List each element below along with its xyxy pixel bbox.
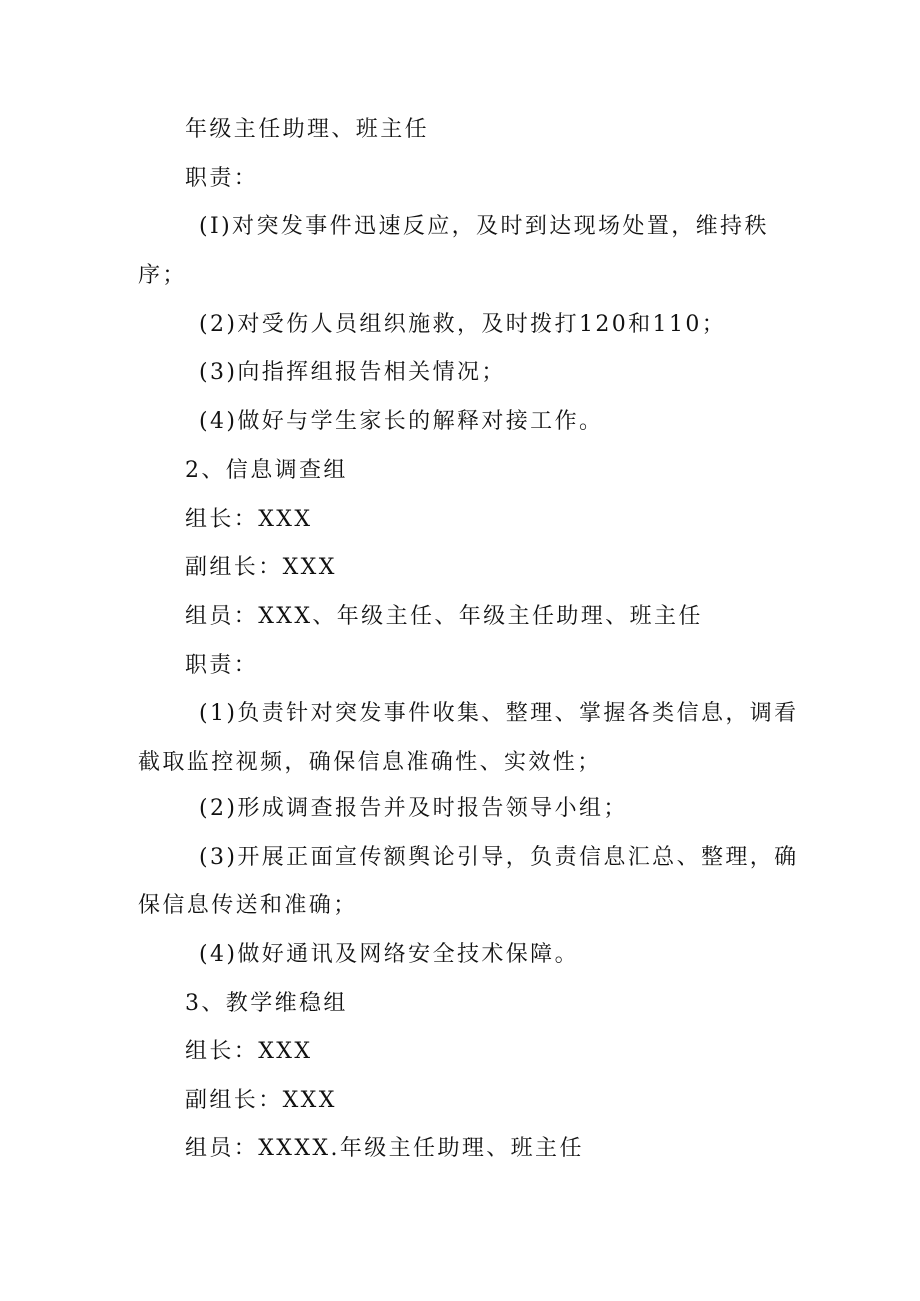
- text-line: (4)做好与学生家长的解释对接工作。: [199, 409, 604, 434]
- text-line: 组长：XXX: [185, 507, 313, 532]
- text-line: (4)做好通讯及网络安全技术保障。: [199, 942, 579, 967]
- text-line: (2)对受伤人员组织施救，及时拨打120和110；: [199, 312, 727, 337]
- text-line: (1)负责针对突发事件收集、整理、掌握各类信息，调看: [199, 701, 799, 726]
- text-line: 副组长：XXX: [185, 555, 337, 580]
- text-line: (3)开展正面宣传额舆论引导，负责信息汇总、整理，确: [199, 845, 799, 870]
- text-line: 保信息传送和准确；: [138, 893, 358, 918]
- text-line: 组员：XXXX.年级主任助理、班主任: [185, 1136, 584, 1161]
- text-line: (3)向指挥组报告相关情况；: [199, 360, 506, 385]
- text-line: 年级主任助理、班主任: [185, 117, 430, 142]
- text-line: 职责：: [185, 166, 259, 191]
- text-line: 序；: [138, 263, 187, 288]
- section-heading: 3、教学维稳组: [185, 991, 348, 1016]
- text-line: 副组长：XXX: [185, 1088, 337, 1113]
- section-heading: 2、信息调查组: [185, 458, 348, 483]
- text-line: 截取监控视频，确保信息准确性、实效性；: [138, 750, 602, 775]
- text-line: (2)形成调查报告并及时报告领导小组；: [199, 796, 628, 821]
- text-line: 组员：XXX、年级主任、年级主任助理、班主任: [185, 604, 703, 629]
- text-line: 组长：XXX: [185, 1039, 313, 1064]
- text-line: (I)对突发事件迅速反应，及时到达现场处置，维持秩: [199, 214, 769, 239]
- text-line: 职责：: [185, 653, 259, 678]
